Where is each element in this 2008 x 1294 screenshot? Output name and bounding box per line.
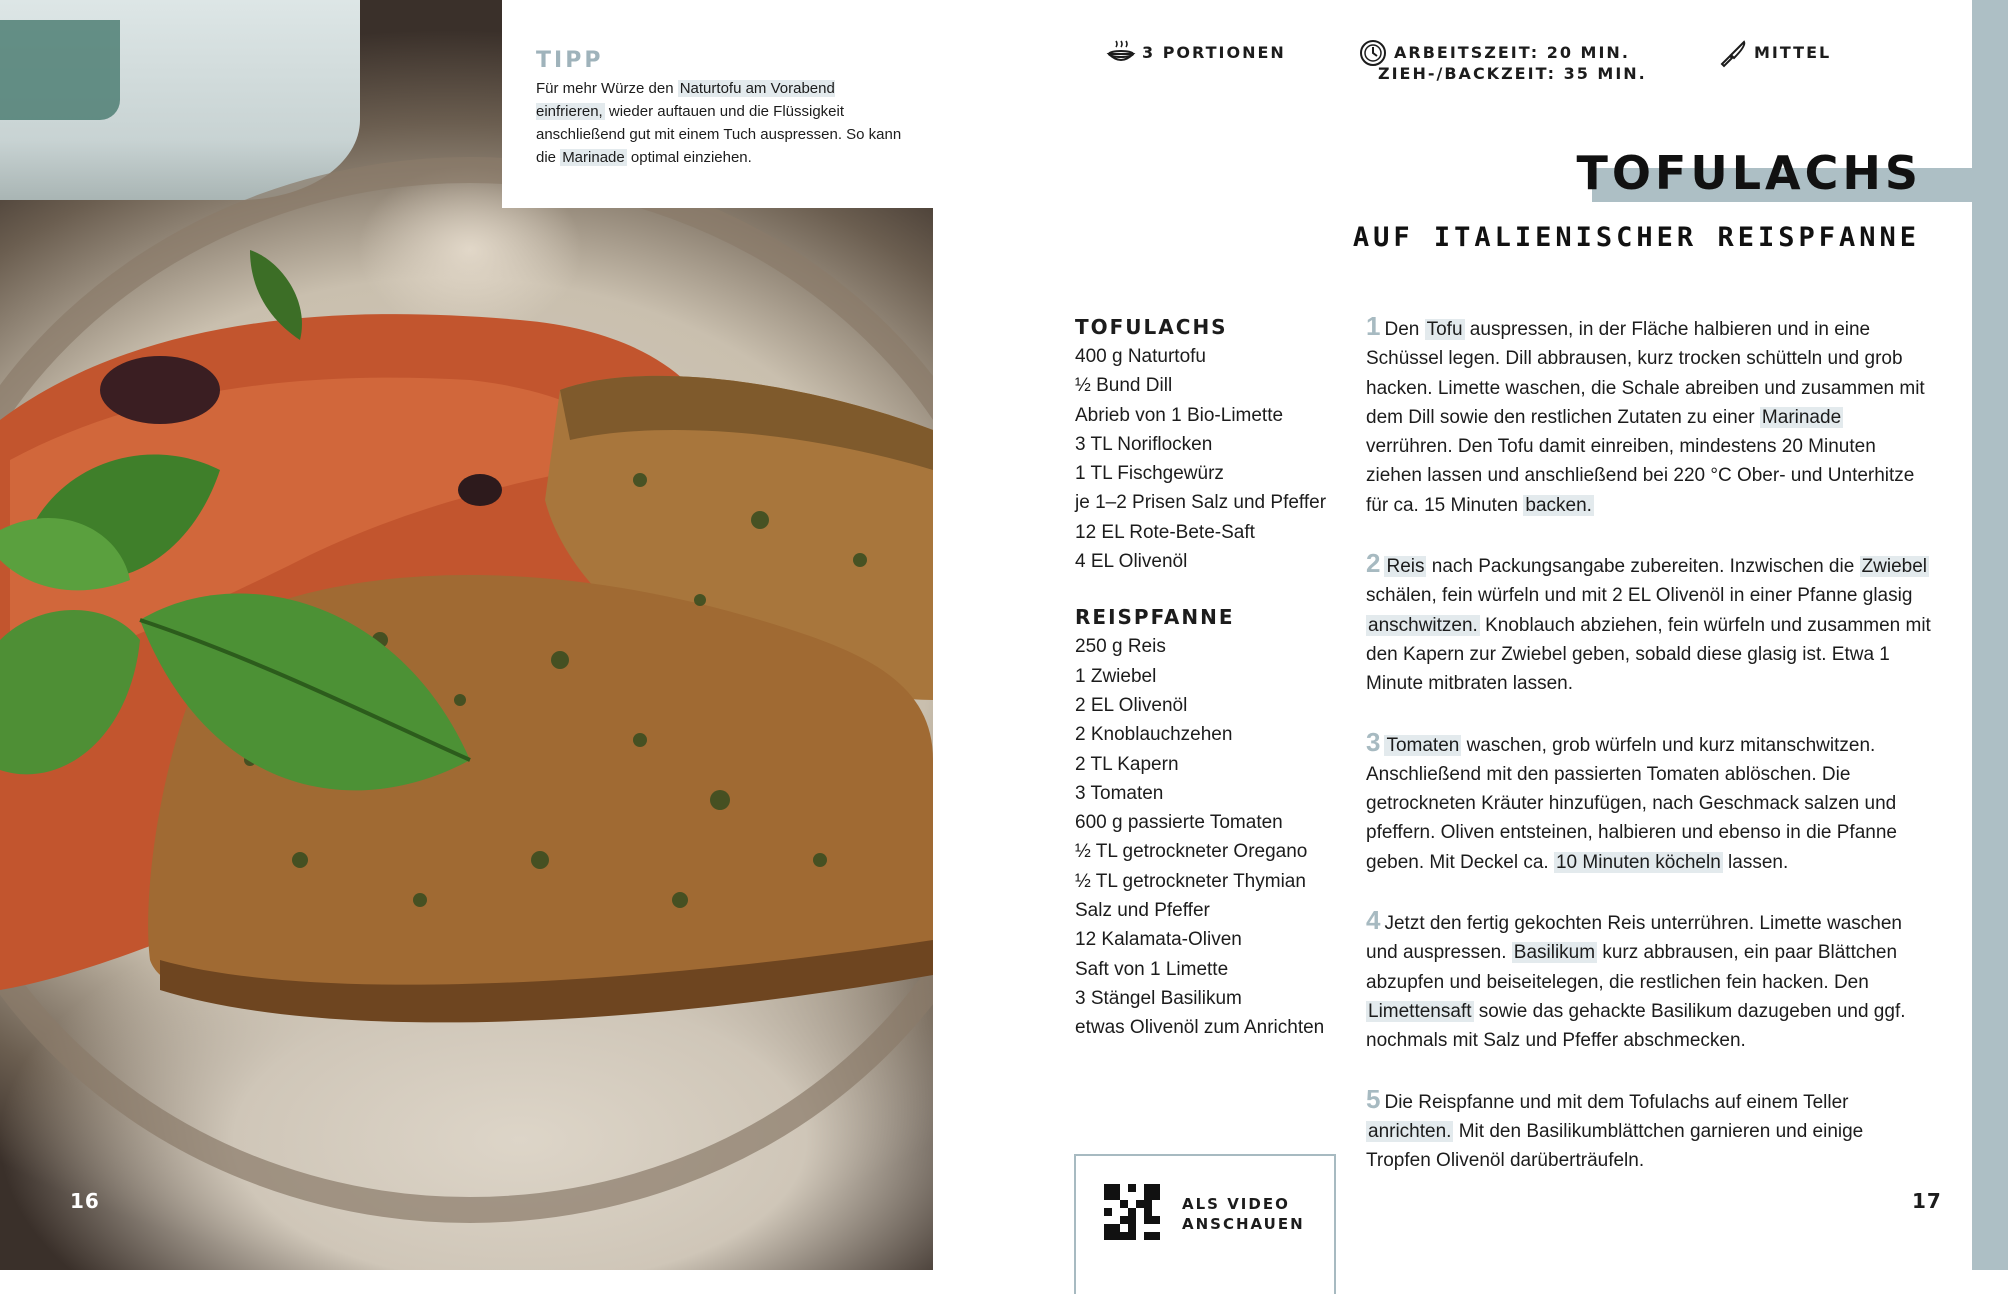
ingredient-item: etwas Olivenöl zum Anrichten bbox=[1075, 1017, 1325, 1039]
step-number: 4 bbox=[1366, 905, 1381, 936]
bakingtime-text: ZIEH-/BACKZEIT: 35 MIN. bbox=[1378, 64, 1647, 83]
step-text: Mit den Basilikumblättchen garnieren und einige Tropfen Olivenöl darüberträufeln. bbox=[1366, 1120, 1864, 1172]
ingredient-item: 12 EL Rote-Bete-Saft bbox=[1075, 521, 1255, 543]
tip-highlight: Marinade bbox=[562, 149, 625, 166]
step-text: nach Packungsangabe zubereiten. Inzwischen die bbox=[1426, 556, 1860, 578]
time-meta bbox=[1378, 42, 1647, 84]
step-text: waschen, grob würfeln und kurz mitanschwitzen. Anschließend mit den passierten Tomaten ablöschen. Die getrockneten Kräuter hinzufügen, nach Geschmack salzen und pfeffern. Oliven entsteinen, halbieren und ebenso in die Pfanne geben. Mit Deckel ca. bbox=[1366, 734, 1897, 873]
ingredient-group-title: REISPFANNE bbox=[1075, 605, 1235, 630]
step-text: Die Reispfanne und mit dem Tofulachs auf einem Teller bbox=[1384, 1091, 1849, 1113]
tip-box bbox=[502, 0, 933, 208]
step-text: Den bbox=[1384, 319, 1425, 340]
page-number-right: 17 bbox=[1912, 1189, 1942, 1213]
video-label[interactable] bbox=[1182, 1194, 1305, 1234]
step-highlight: backen. bbox=[1525, 494, 1592, 516]
video-label-line: ANSCHAUEN bbox=[1182, 1215, 1305, 1233]
ingredient-item: Salz und Pfeffer bbox=[1075, 900, 1210, 922]
step-number: 1 bbox=[1366, 311, 1381, 341]
ingredient-item: 2 Knoblauchzehen bbox=[1075, 724, 1233, 746]
ingredient-item: 1 TL Fischgewürz bbox=[1075, 463, 1224, 485]
ingredient-item: Abrieb von 1 Bio-Limette bbox=[1075, 404, 1284, 426]
ingredient-group-title: TOFULACHS bbox=[1075, 315, 1228, 339]
step-text: kurz abbrausen, ein paar Blättchen abzupfen und beiseitelegen, die restlichen fein hacken. Den bbox=[1366, 942, 1898, 993]
step-number: 2 bbox=[1366, 548, 1381, 579]
ingredient-item: 2 TL Kapern bbox=[1075, 753, 1179, 775]
portions-text: 3 PORTIONEN bbox=[1142, 43, 1286, 62]
step-highlight: anrichten. bbox=[1368, 1120, 1452, 1142]
ingredient-item: 3 TL Noriflocken bbox=[1075, 433, 1213, 455]
ingredient-item: 12 Kalamata-Oliven bbox=[1075, 929, 1242, 951]
difficulty-meta bbox=[1754, 42, 1831, 63]
worktime-text: ARBEITSZEIT: 20 MIN. bbox=[1394, 43, 1630, 62]
tip-title: TIPP bbox=[536, 48, 604, 73]
qr-code-icon[interactable] bbox=[1104, 1184, 1160, 1240]
ingredient-list-tofulachs bbox=[1075, 342, 1355, 576]
ingredient-item: 1 Zwiebel bbox=[1075, 665, 1157, 687]
ingredients bbox=[1075, 312, 1355, 1043]
video-link[interactable] bbox=[1074, 1154, 1336, 1294]
step-highlight: Basilikum bbox=[1513, 942, 1596, 964]
step-highlight: Reis bbox=[1386, 556, 1425, 578]
ingredient-item: ½ TL getrockneter Thymian bbox=[1075, 870, 1306, 892]
ingredient-item: 2 EL Olivenöl bbox=[1075, 694, 1188, 716]
step-5 bbox=[1366, 1085, 1931, 1176]
step-3 bbox=[1366, 728, 1931, 877]
knife-icon bbox=[1718, 38, 1748, 68]
step-highlight: Tomaten bbox=[1386, 734, 1460, 756]
step-highlight: 10 Minuten köcheln bbox=[1555, 851, 1721, 873]
recipe-title: TOFULACHS bbox=[1576, 146, 1922, 200]
step-number: 5 bbox=[1366, 1083, 1381, 1114]
step-1 bbox=[1366, 312, 1931, 520]
step-text: sowie das gehackte Basilikum dazugeben und ggf. nochmals mit Salz und Pfeffer abschmecken. bbox=[1366, 1000, 1906, 1052]
tip-text-part: wieder auftauen und die Flüssigkeit anschließend gut mit einem Tuch auspressen. So kann die bbox=[536, 103, 902, 166]
instructions bbox=[1366, 312, 1931, 1204]
recipe-subtitle: AUF ITALIENISCHER REISPFANNE bbox=[1352, 222, 1920, 253]
step-highlight: Tofu bbox=[1426, 319, 1463, 340]
ingredient-item: 400 g Naturtofu bbox=[1075, 346, 1206, 367]
step-4 bbox=[1366, 906, 1931, 1055]
ingredient-list-reispfanne bbox=[1075, 632, 1355, 1042]
ingredient-item: 3 Stängel Basilikum bbox=[1075, 987, 1242, 1009]
ingredient-item: je 1–2 Prisen Salz und Pfeffer bbox=[1075, 492, 1327, 514]
portions-meta bbox=[1142, 42, 1286, 63]
step-number: 3 bbox=[1366, 726, 1381, 757]
ingredient-item: ½ Bund Dill bbox=[1075, 375, 1173, 397]
step-text: schälen, fein würfeln und mit 2 EL Olivenöl in einer Pfanne glasig bbox=[1366, 585, 1913, 607]
step-highlight: Zwiebel bbox=[1861, 556, 1928, 578]
ingredient-item: 250 g Reis bbox=[1075, 636, 1166, 658]
ingredient-item: Saft von 1 Limette bbox=[1075, 958, 1229, 980]
step-text: Jetzt den fertig gekochten Reis unterrühren. Limette waschen und auspressen. bbox=[1366, 913, 1902, 964]
clock-icon bbox=[1358, 38, 1388, 68]
ingredient-item: 600 g passierte Tomaten bbox=[1075, 812, 1283, 834]
step-text: auspressen, in der Fläche halbieren und in eine Schüssel legen. Dill abbrausen, kurz trocken schütteln und grob hacken. Limette waschen, die Schale abreiben und zusammen mit dem Dill sowie den restlichen Zutaten zu einer bbox=[1366, 319, 1925, 428]
step-highlight: anschwitzen. bbox=[1368, 614, 1478, 636]
step-2 bbox=[1366, 549, 1931, 698]
step-text: verrühren. Den Tofu damit einreiben, mindestens 20 Minuten ziehen lassen und anschließend bei 220 °C Ober- und Unterhitze für ca. 15 Minuten bbox=[1366, 436, 1915, 516]
ingredient-item: ½ TL getrockneter Oregano bbox=[1075, 841, 1308, 863]
step-text: Knoblauch abziehen, fein würfeln und zusammen mit den Kapern zur Zwiebel geben, sobald diese glasig ist. Etwa 1 Minute mitbraten lassen. bbox=[1366, 614, 1931, 695]
ingredient-item: 4 EL Olivenöl bbox=[1075, 551, 1188, 573]
step-text: lassen. bbox=[1722, 851, 1789, 873]
bowl-icon bbox=[1106, 38, 1136, 68]
step-highlight: Limettensaft bbox=[1368, 1000, 1472, 1022]
tip-text-part: Für mehr Würze den bbox=[536, 80, 678, 97]
step-highlight: Marinade bbox=[1761, 406, 1842, 428]
ingredient-item: 3 Tomaten bbox=[1075, 782, 1164, 804]
page-edge-strip bbox=[1972, 0, 2008, 1270]
tip-text-part: optimal einziehen. bbox=[626, 149, 752, 166]
page-number-left: 16 bbox=[70, 1189, 100, 1213]
difficulty-text: MITTEL bbox=[1754, 43, 1832, 62]
tip-highlight: Naturtofu am Vorabend einfrieren, bbox=[536, 80, 835, 120]
video-label-line: ALS VIDEO bbox=[1182, 1195, 1290, 1213]
tip-text bbox=[536, 77, 903, 169]
